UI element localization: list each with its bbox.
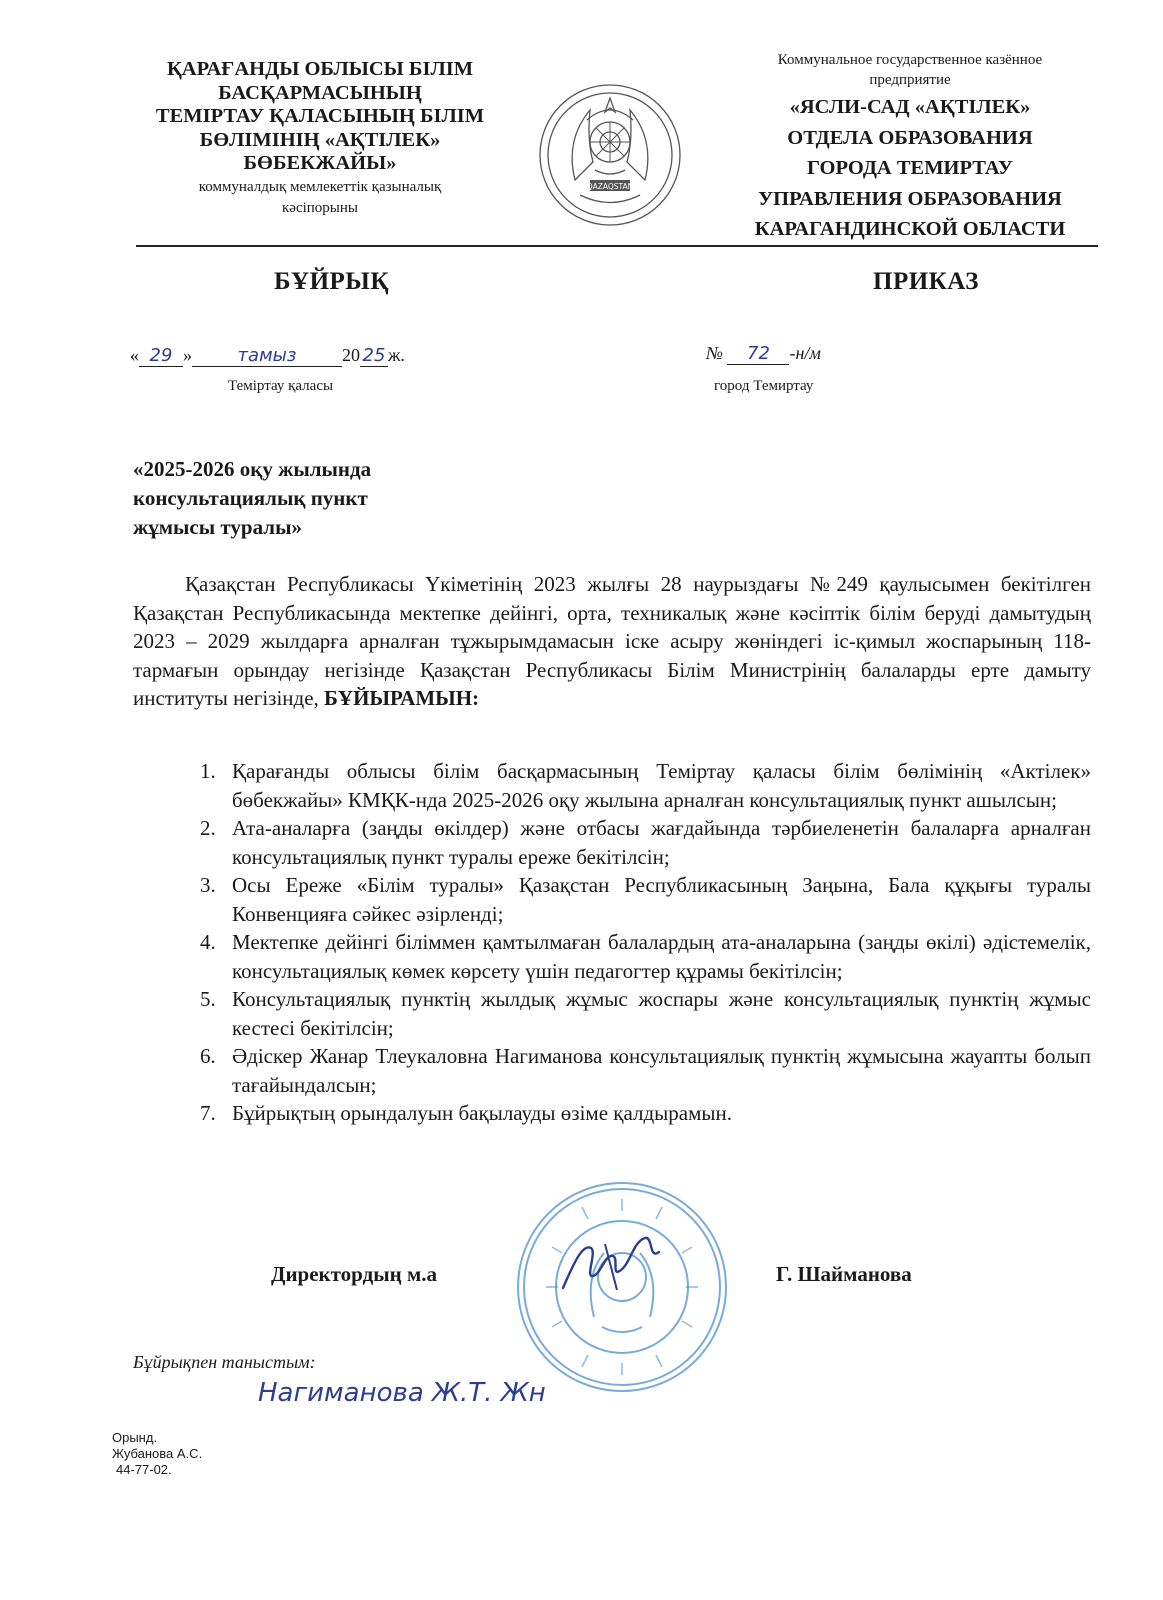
- doc-date: [130, 345, 405, 367]
- number-value: 72: [727, 343, 789, 365]
- emblem-text: QAZAQSTAN: [586, 182, 634, 191]
- org-name-ru-line: УПРАВЛЕНИЯ ОБРАЗОВАНИЯ: [758, 187, 1062, 210]
- preamble-text: Қазақстан Республикасы Үкіметінің 2023 жылғы 28 наурыздағы №249 қаулысымен бекітілген Қазақстан Республикасында мектепке дейінгі, орта, техникалық және кәсіптік білім беруді дамытудың 2023 – 2029 жылдарға арналған тұжырымдамасын іске асыру жөніндегі іс-қимыл жоспарының 118-тармағын орындау негізінде Қазақстан Республикасы Білім Министрінің балаларды ерте дамыту институты негізінде,: [133, 572, 1091, 710]
- org-type-ru-line: Коммунальное государственное казённое: [777, 52, 1043, 68]
- date-month: тамыз: [192, 345, 342, 367]
- subject-line: жұмысы туралы»: [133, 515, 302, 539]
- acknowledgement-handwritten-name: Нагиманова Ж.Т. Жн: [258, 1378, 546, 1408]
- date-year-prefix: 20: [342, 345, 360, 365]
- kazakhstan-state-emblem-icon: [535, 80, 685, 230]
- org-name-kz-line: ТЕМІРТАУ ҚАЛАСЫНЫҢ БІЛІМ: [155, 105, 485, 127]
- order-items: [200, 757, 1091, 1128]
- order-item: [200, 814, 1091, 871]
- org-type-kz-line: коммуналдық мемлекеттік қазыналық: [198, 178, 442, 195]
- acknowledgement-label: Бұйрықпен таныстым:: [133, 1352, 316, 1372]
- number-suffix: -н/м: [789, 343, 821, 363]
- signatory-title: Директордың м.а: [271, 1262, 438, 1286]
- date-year-suffix: 25: [360, 345, 388, 367]
- executor-label: Орынд.: [112, 1430, 158, 1445]
- doc-kind-kz: БҰЙРЫҚ: [274, 268, 389, 295]
- org-name-kz-line: БӨБЕКЖАЙЫ»: [243, 152, 397, 174]
- item-text: Мектепке дейінгі біліммен қамтылмаған балалардың ата-аналарына (заңды өкілі) әдістемелік, консультациялық көмек көрсету үшін педагогтер құрамы бекітілсін;: [232, 930, 1091, 983]
- date-open-quote: «: [130, 345, 139, 365]
- item-text: Әдіскер Жанар Тлеукаловна Нагиманова консультациялық пунктің жұмысына жауапты болып тағайындалсын;: [232, 1044, 1091, 1097]
- number-prefix: №: [706, 343, 723, 363]
- director-signature: [555, 1230, 675, 1300]
- item-number: 4.: [200, 930, 216, 954]
- order-item: [200, 1042, 1091, 1099]
- subject-line: консультациялық пункт: [133, 486, 368, 510]
- place-ru: город Темиртау: [714, 378, 814, 394]
- order-item: [200, 757, 1091, 814]
- org-name-ru-line: ГОРОДА ТЕМИРТАУ: [807, 157, 1013, 179]
- org-name-ru-line: ОТДЕЛА ОБРАЗОВАНИЯ: [787, 126, 1033, 149]
- item-text: Бұйрықтың орындалуын бақылауды өзіме қалдырамын.: [232, 1101, 732, 1125]
- doc-number: [706, 343, 821, 365]
- item-number: 7.: [200, 1101, 216, 1125]
- org-type-kz-line: кәсіпорыны: [282, 199, 358, 216]
- item-number: 5.: [200, 987, 216, 1011]
- item-number: 6.: [200, 1044, 216, 1068]
- item-number: 3.: [200, 873, 216, 897]
- order-item: [200, 985, 1091, 1042]
- header-right-org-ru: [720, 50, 1100, 243]
- item-text: Консультациялық пунктің жылдық жұмыс жоспары және консультациялық пунктің жұмыс кестесі бекітілсін;: [232, 987, 1091, 1040]
- item-text: Қарағанды облысы білім басқармасының Теміртау қаласы білім бөлімінің «Актілек» бөбекжайы» КМҚК-нда 2025-2026 оқу жылына арналған консультациялық пункт ашылсын;: [232, 759, 1091, 812]
- executor-phone: 44-77-02.: [116, 1462, 172, 1477]
- order-preamble: [133, 570, 1091, 713]
- item-number: 2.: [200, 816, 216, 840]
- org-type-ru-line: предприятие: [869, 72, 951, 88]
- header-left-org-kz: [120, 58, 520, 218]
- order-item: [200, 928, 1091, 985]
- order-item: [200, 1099, 1091, 1128]
- org-name-ru-line: «ЯСЛИ-САД «АҚТІЛЕК»: [789, 96, 1031, 118]
- org-name-kz-line: БӨЛІМІНІҢ «АҚТІЛЕК»: [199, 128, 441, 151]
- org-name-ru-line: КАРАГАНДИНСКОЙ ОБЛАСТИ: [754, 218, 1066, 240]
- executor-block: [112, 1430, 202, 1478]
- doc-kind-ru: ПРИКАЗ: [873, 268, 979, 295]
- date-day: 29: [139, 345, 183, 367]
- item-text: Ата-аналарға (заңды өкілдер) және отбасы жағдайында тәрбиеленетін балаларға арналған консультациялық пункт туралы ереже бекітілсін;: [232, 816, 1091, 869]
- signatory-name: Г. Шайманова: [776, 1262, 912, 1286]
- executor-name: Жубанова А.С.: [112, 1446, 203, 1461]
- header-divider: [136, 245, 1098, 247]
- date-unit: ж.: [388, 345, 405, 365]
- item-number: 1.: [200, 759, 216, 783]
- org-name-kz-line: БАСҚАРМАСЫНЫҢ: [218, 81, 422, 104]
- subject-line: «2025-2026 оқу жылында: [133, 457, 372, 481]
- order-item: [200, 871, 1091, 928]
- place-kz: Теміртау қаласы: [228, 378, 334, 394]
- item-text: Осы Ереже «Білім туралы» Қазақстан Республикасының Заңына, Бала құқығы туралы Конвенцияға сәйкес әзірленді;: [232, 873, 1091, 926]
- order-subject: [133, 455, 473, 542]
- order-directive: БҰЙЫРАМЫН:: [324, 686, 480, 710]
- org-name-kz-line: ҚАРАҒАНДЫ ОБЛЫСЫ БІЛІМ: [166, 58, 474, 80]
- date-close-quote: »: [183, 345, 192, 365]
